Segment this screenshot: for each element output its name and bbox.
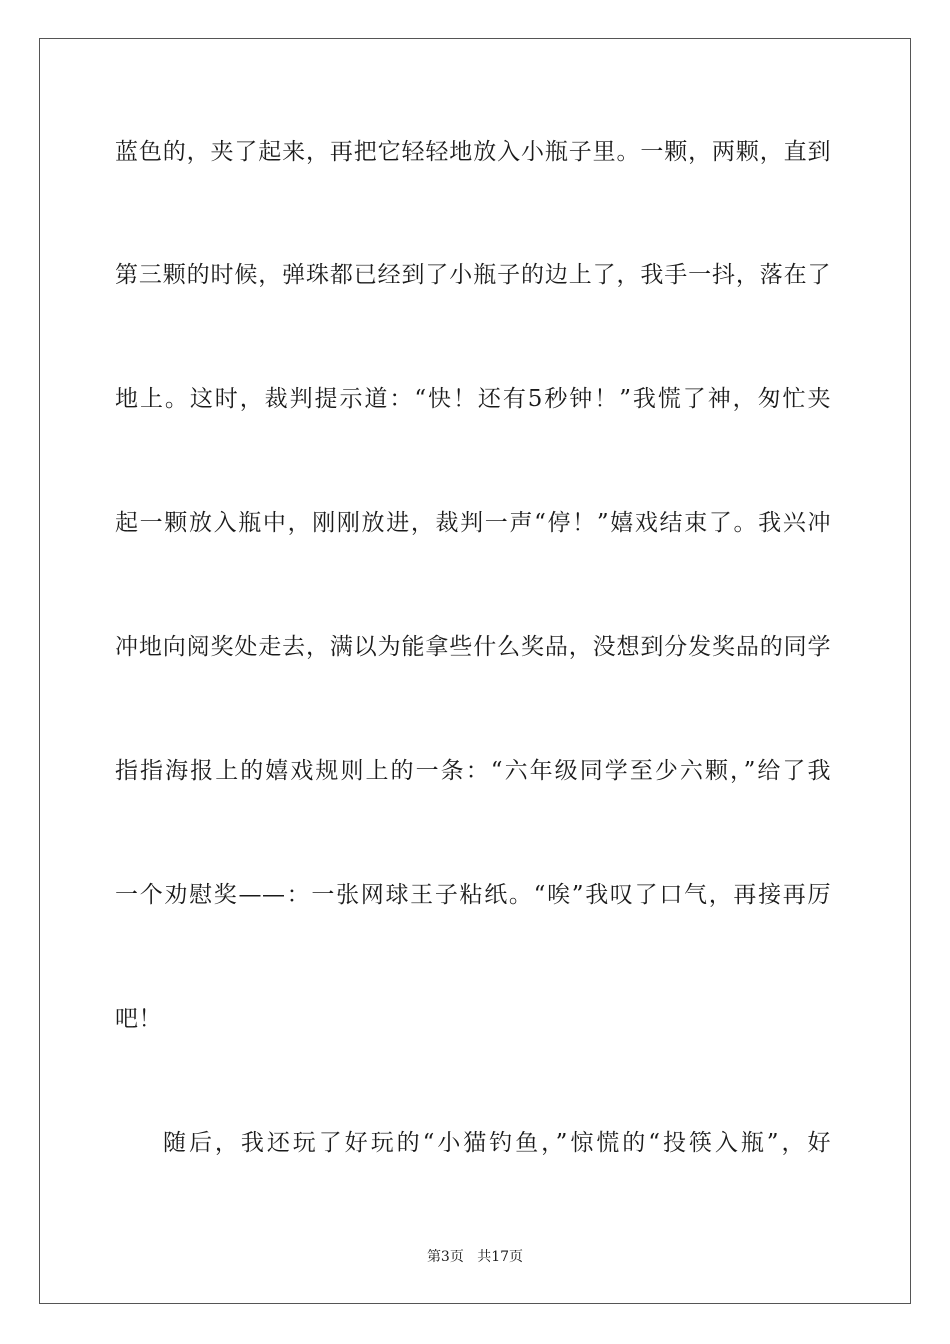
page-footer	[0, 1247, 950, 1267]
body-text-line: 蓝色的，夹了起来，再把它轻轻地放入小瓶子里。一颗，两颗，直到	[115, 139, 831, 165]
body-text-line: 地上。这时，裁判提示道：“快！还有5秒钟！”我慌了神，匆忙夹	[115, 386, 831, 412]
body-text-line: 一个劝慰奖——：一张网球王子粘纸。“唉”我叹了口气，再接再厉	[115, 882, 831, 908]
body-text-line: 第三颗的时候，弹珠都已经到了小瓶子的边上了，我手一抖，落在了	[115, 262, 831, 288]
page-total: 共17页	[477, 1249, 524, 1265]
body-text-line: 指指海报上的嬉戏规则上的一条：“六年级同学至少六颗，”给了我	[115, 758, 831, 784]
page-number: 第3页	[426, 1249, 464, 1265]
body-text-line: 冲地向阅奖处走去，满以为能拿些什么奖品，没想到分发奖品的同学	[115, 634, 831, 660]
body-text-line: 吧！	[115, 1006, 162, 1032]
body-text-line: 随后，我还玩了好玩的“小猫钓鱼，”惊慌的“投筷入瓶”，好	[163, 1130, 831, 1156]
page-border	[39, 38, 911, 1304]
body-text-line: 起一颗放入瓶中，刚刚放进，裁判一声“停！”嬉戏结束了。我兴冲	[115, 510, 831, 536]
